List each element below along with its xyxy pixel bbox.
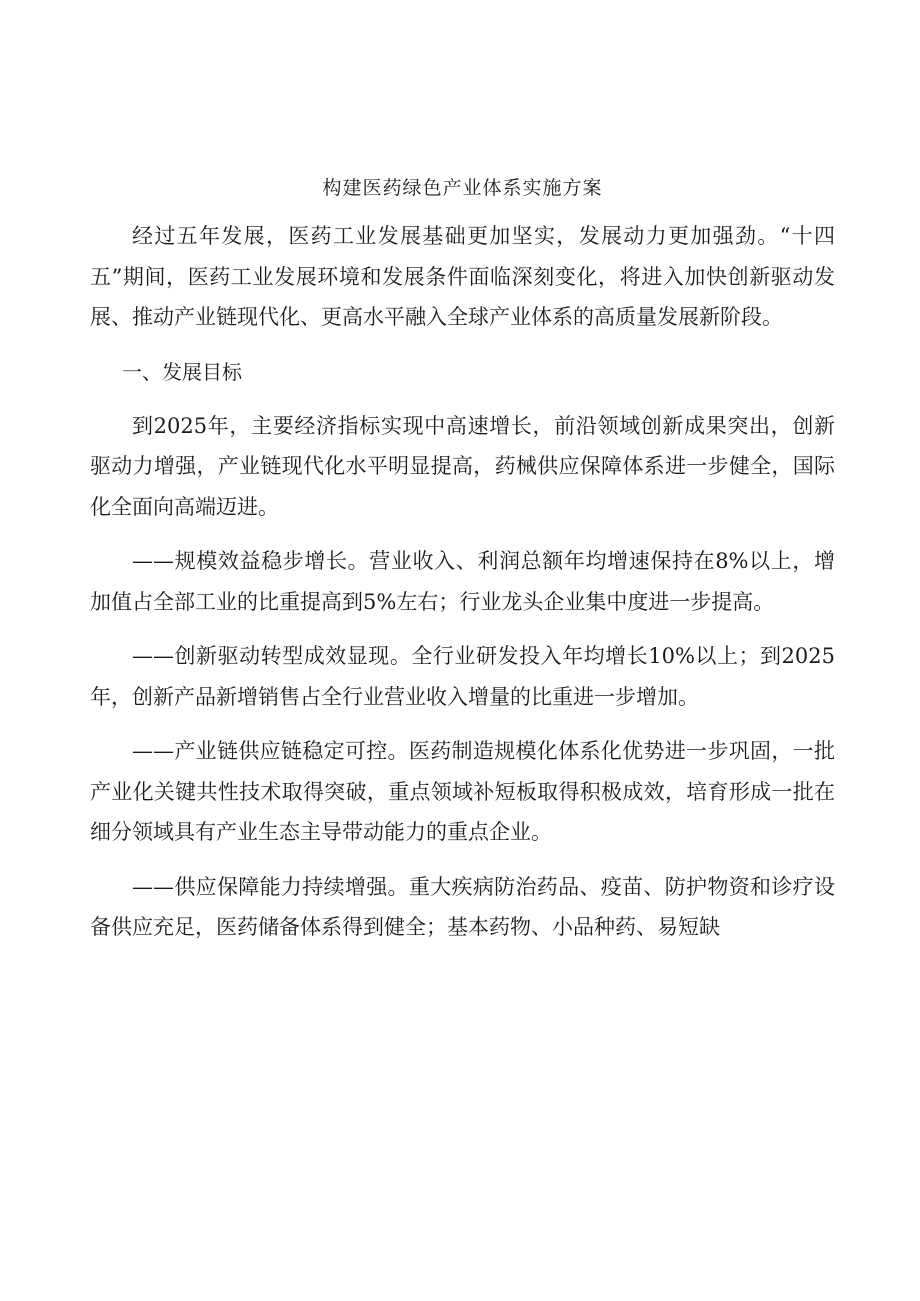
document-body [90, 168, 835, 962]
goal-paragraph: 到2025年，主要经济指标实现中高速增长，前沿领域创新成果突出，创新驱动力增强，产业链现代化水平明显提高，药械供应保障体系进一步健全，国际化全面向高端迈进。 [90, 413, 835, 519]
supply-guarantee-paragraph: ——供应保障能力持续增强。重大疾病防治药品、疫苗、防护物资和诊疗设备供应充足，医药储备体系得到健全；基本药物、小品种药、易短缺 [90, 874, 835, 939]
scale-benefit-paragraph: ——规模效益稳步增长。营业收入、利润总额年均增速保持在8%以上，增加值占全部工业的比重提高到5%左右；行业龙头企业集中度进一步提高。 [90, 549, 835, 614]
section-heading: 一、发展目标 [122, 359, 242, 384]
intro-paragraph: 经过五年发展，医药工业发展基础更加坚实，发展动力更加强劲。“十四五”期间，医药工业发展环境和发展条件面临深刻变化，将进入加快创新驱动发展、推动产业链现代化、更高水平融入全球产业体系的高质量发展新阶段。 [90, 224, 835, 329]
innovation-paragraph: ——创新驱动转型成效显现。全行业研发投入年均增长10%以上；到2025年，创新产品新增销售占全行业营业收入增量的比重进一步增加。 [90, 644, 835, 709]
supply-chain-paragraph: ——产业链供应链稳定可控。医药制造规模化体系化优势进一步巩固，一批产业化关键共性技术取得突破，重点领域补短板取得积极成效，培育形成一批在细分领域具有产业生态主导带动能力的重点企业。 [90, 739, 835, 844]
document-title: 构建医药绿色产业体系实施方案 [322, 177, 603, 199]
